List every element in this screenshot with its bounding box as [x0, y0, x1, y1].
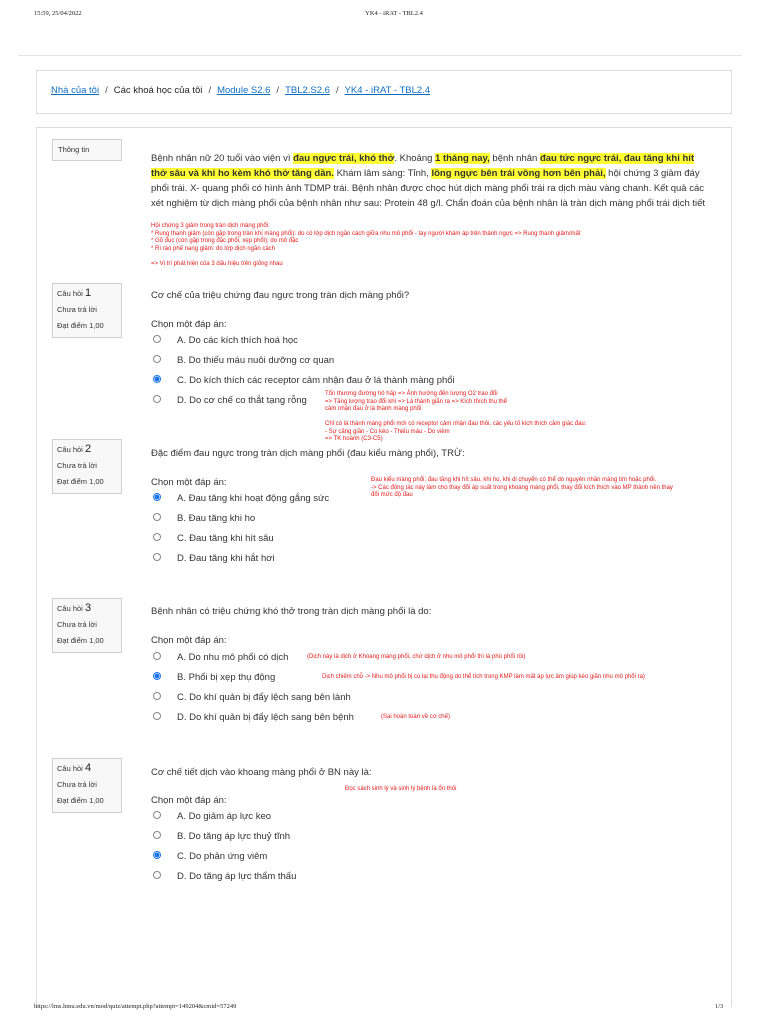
annotation-q3d: (Sai hoàn toàn về cơ chế) [381, 714, 450, 720]
option-1d[interactable]: D. Do cơ chế co thắt tạng rỗng [153, 395, 307, 406]
radio-button[interactable] [153, 712, 161, 720]
option-1b[interactable]: B. Do thiếu máu nuôi dưỡng cơ quan [153, 355, 334, 366]
breadcrumb-home-link[interactable]: Nhà của tôi [51, 85, 100, 96]
radio-button[interactable] [153, 553, 161, 561]
divider [18, 55, 742, 56]
radio-button[interactable] [153, 692, 161, 700]
question-info-1: Câu hỏi 1 Chưa trả lời Đạt điểm 1,00 [52, 283, 122, 338]
print-title: YK4 - iRAT - TBL2.4 [365, 10, 423, 17]
option-4a[interactable]: A. Do giảm áp lực keo [153, 811, 271, 822]
option-1c[interactable]: C. Do kích thích các receptor cảm nhận đau ở lá thành màng phổi [153, 375, 455, 386]
radio-button-selected[interactable] [153, 672, 161, 680]
breadcrumb-separator: / [105, 85, 108, 96]
print-datetime: 15:59, 25/04/2022 [34, 10, 82, 17]
choose-prompt: Chọn một đáp án: [151, 795, 227, 806]
question-points: Đạt điểm 1,00 [57, 321, 104, 330]
radio-button[interactable] [153, 871, 161, 879]
breadcrumb-separator: / [276, 85, 280, 96]
question-text-3: Bệnh nhân có triệu chứng khó thở trong tràn dịch màng phổi là do: [151, 606, 432, 617]
breadcrumb-module-link[interactable]: Module S2.6 [217, 85, 271, 96]
choose-prompt: Chọn một đáp án: [151, 319, 227, 330]
radio-button[interactable] [153, 355, 161, 363]
option-3b[interactable]: B. Phổi bị xẹp thụ động [153, 672, 275, 683]
option-2a[interactable]: A. Đau tăng khi hoạt động gắng sức [153, 493, 329, 504]
option-2c[interactable]: C. Đau tăng khi hít sâu [153, 533, 274, 544]
question-points: Đạt điểm 1,00 [57, 636, 104, 645]
question-points: Đạt điểm 1,00 [57, 477, 104, 486]
radio-button[interactable] [153, 335, 161, 343]
option-4d[interactable]: D. Do tăng áp lực thẩm thấu [153, 871, 296, 882]
question-status: Chưa trả lời [57, 305, 97, 314]
question-status: Chưa trả lời [57, 780, 97, 789]
radio-button[interactable] [153, 652, 161, 660]
question-info-4: Câu hỏi 4 Chưa trả lời Đạt điểm 1,00 [52, 758, 122, 813]
radio-button-selected[interactable] [153, 493, 161, 501]
annotation-q2: Đau kiểu màng phổi: đau tăng khi hít sâu, khi ho, khi di chuyển có thể do nguyên nhân màng tim hoặc phổi. -> Các động tác này làm cho thay đổi áp suất trong khoang màng phổi, thay đổi kích thích vào MP thành nên thay đổi mức độ đau [371, 477, 673, 498]
print-page-number: 1/3 [715, 1003, 724, 1010]
annotation-q4: Đọc sách sinh lý và sinh lý bệnh là ổn thôi [345, 786, 457, 792]
choose-prompt: Chọn một đáp án: [151, 477, 227, 488]
radio-button-selected[interactable] [153, 851, 161, 859]
print-url: https://lms.hmu.edu.vn/mod/quiz/attempt.php?attempt=149204&cmid=57249 [34, 1003, 237, 1010]
option-2b[interactable]: B. Đau tăng khi ho [153, 513, 255, 524]
question-text-2: Đặc điểm đau ngực trong tràn dịch màng phổi (đau kiểu màng phổi), TRỪ: [151, 448, 465, 459]
radio-button[interactable] [153, 533, 161, 541]
option-4b[interactable]: B. Do tăng áp lực thuỷ tĩnh [153, 831, 290, 842]
stem-note: Hội chứng 3 giảm trong tràn dịch màng phổi: * Rung thanh giảm (còn gặp trong tràn khí màng phổi): do có lớp dịch ngăn cách giữa nhu mô phổi - tay người khám áp trên thành ngực => Rung thanh giảm/mất * Gõ đục (còn gặp trong đặc phổi, xẹp phổi): do mô đặc * Rì rào phế nang giảm: do lớp dịch ngăn cách => Vị trí phát hiện của 3 dấu hiệu trên giống nhau [151, 223, 581, 267]
question-text-4: Cơ chế tiết dịch vào khoang màng phổi ở BN này là: [151, 767, 372, 778]
info-box [52, 139, 122, 161]
option-4c[interactable]: C. Do phản ứng viêm [153, 851, 267, 862]
breadcrumb-quiz-link[interactable]: YK4 - iRAT - TBL2.4 [344, 85, 431, 96]
radio-button[interactable] [153, 831, 161, 839]
question-info-2: Câu hỏi 2 Chưa trả lời Đạt điểm 1,00 [52, 439, 122, 494]
annotation-q3b: Dịch chiếm chỗ -> Nhu mô phổi bị co lại thụ động do thể tích trong KMP làm mất áp lực âm giúp kéo giãn nhu mô phổi ra) [322, 674, 645, 680]
option-3a[interactable]: A. Do nhu mô phổi có dịch [153, 652, 288, 663]
option-1a[interactable]: A. Do các kích thích hoá học [153, 335, 298, 346]
question-status: Chưa trả lời [57, 620, 97, 629]
radio-button-selected[interactable] [153, 375, 161, 383]
breadcrumb-separator: / [335, 85, 339, 96]
radio-button[interactable] [153, 811, 161, 819]
annotation-q1: Tổn thương đường hô hấp => Ảnh hưởng đến lượng O2 trao đổi => Tăng lượng trao đổi khí => Lá thành giãn ra => Kích thích thụ thể cảm nhận đau ở lá thành màng phổi Chỉ có lá thành màng phổi mới có receptor cảm nhận đau thôi, các yếu tố kích thích cảm giác đau: - Sự căng giãn - Co kéo - Thiếu máu - Do viêm => TK hoành (C3-C5) [325, 391, 587, 442]
question-status: Chưa trả lời [57, 461, 97, 470]
breadcrumb-separator: / [208, 85, 212, 96]
choose-prompt: Chọn một đáp án: [151, 635, 227, 646]
info-label: Thông tin [58, 145, 90, 154]
breadcrumb-my-courses: Các khoá học của tôi [113, 85, 203, 96]
radio-button[interactable] [153, 395, 161, 403]
option-3c[interactable]: C. Do khí quản bị đẩy lệch sang bên lành [153, 692, 351, 703]
question-points: Đạt điểm 1,00 [57, 796, 104, 805]
question-info-3: Câu hỏi 3 Chưa trả lời Đạt điểm 1,00 [52, 598, 122, 653]
option-2d[interactable]: D. Đau tăng khi hắt hơi [153, 553, 275, 564]
question-stem: Bệnh nhân nữ 20 tuổi vào viện vì đau ngực trái, khó thở. Khoảng 1 tháng nay, bệnh nhân đau tức ngực trái, đau tăng khi hít thở sâu và khi ho kèm khó thở tăng dần. Khám lâm sàng: Tỉnh, lồng ngực bên trái vồng hơn bên phải, hội chứng 3 giảm đáy phổi trái. X- quang phổi có hình ảnh TDMP trái. Bệnh nhân được chọc hút dịch màng phổi trái ra dịch màu vàng chanh. Kết quả các xét nghiệm từ dịch màng phổi của bệnh nhân như sau: Protein 48 g/l. Chẩn đoán của bệnh nhân là tràn dịch màng phổi trái dịch tiết [151, 153, 706, 209]
annotation-q3a: (Dịch này là dịch ở Khoang màng phổi, chứ dịch ở nhu mô phổi thì là phù phổi rồi) [307, 654, 526, 660]
radio-button[interactable] [153, 513, 161, 521]
question-text-1: Cơ chế của triệu chứng đau ngực trong tràn dịch màng phổi? [151, 290, 410, 301]
option-3d[interactable]: D. Do khí quản bị đẩy lệch sang bên bệnh [153, 712, 354, 723]
breadcrumb-tbl-link[interactable]: TBL2.S2.6 [285, 85, 330, 96]
breadcrumb [36, 70, 732, 114]
